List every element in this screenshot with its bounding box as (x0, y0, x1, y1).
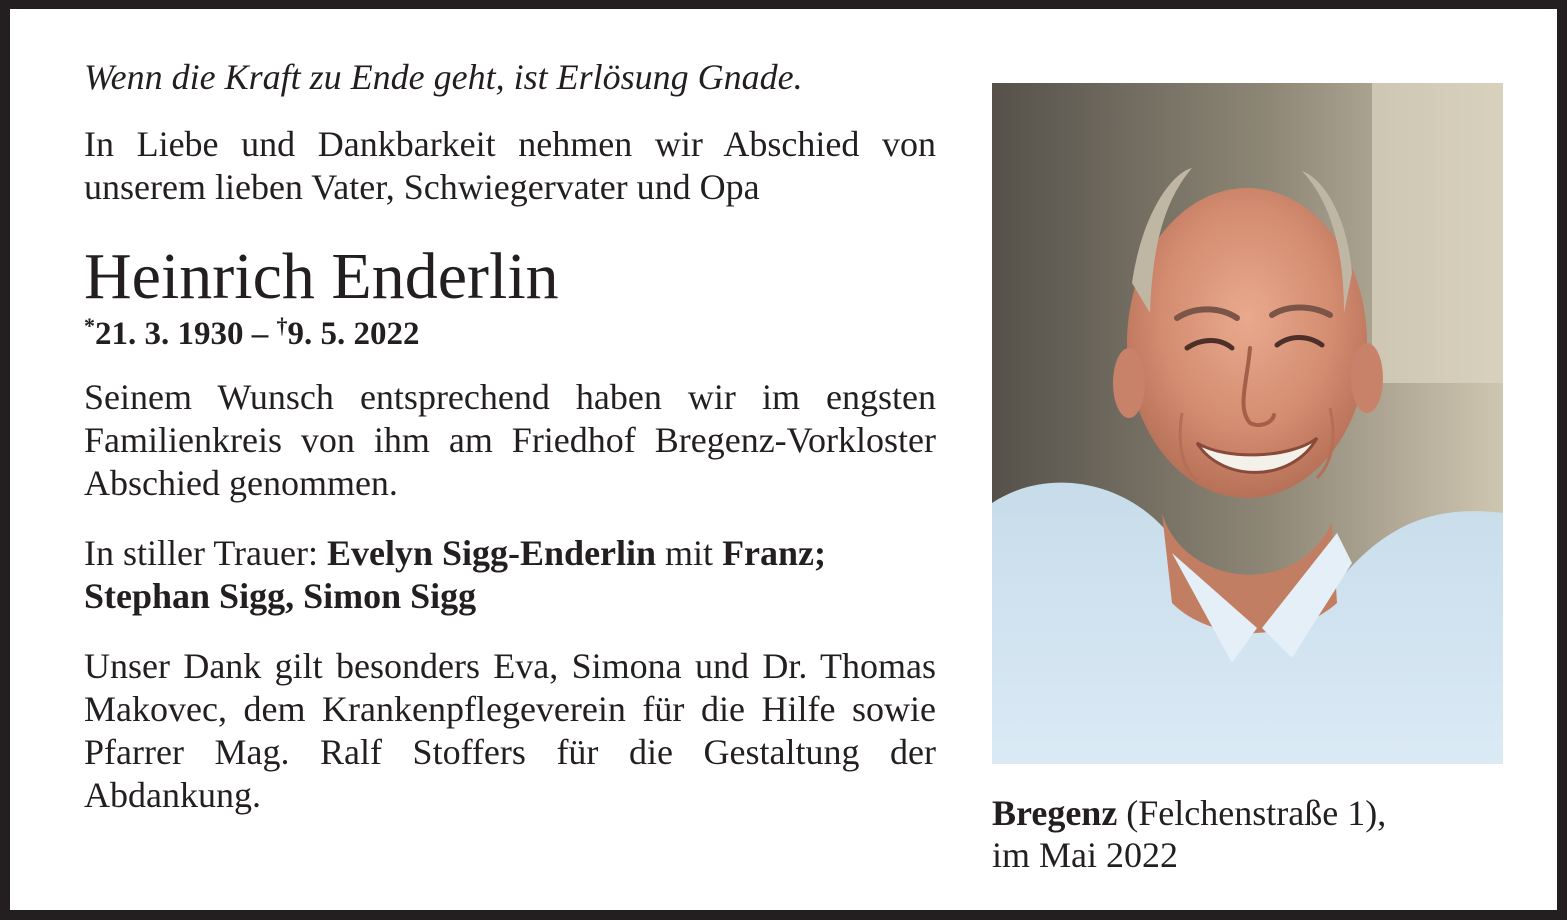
death-date: 9. 5. 2022 (287, 316, 420, 352)
birth-symbol: * (84, 313, 95, 338)
place-name: Bregenz (992, 793, 1118, 833)
text-column (84, 55, 936, 817)
place-date-caption (992, 792, 1503, 876)
mourners (84, 532, 936, 618)
intro-text: In Liebe und Dankbarkeit nehmen wir Abschied von unserem lieben Vater, Schwiegervater und Opa (84, 124, 936, 207)
portrait-illustration (992, 83, 1503, 764)
mourner-evelyn: Evelyn Sigg-Enderlin (326, 533, 657, 573)
mourner-grandchildren: Stephan Sigg, Simon Sigg (84, 576, 477, 616)
motto: Wenn die Kraft zu Ende geht, ist Erlösung Gnade. (84, 57, 803, 97)
mourner-franz: Franz; (722, 533, 827, 573)
thanks-text: Unser Dank gilt besonders Eva, Simona und Dr. Thomas Makovec, dem Krankenpflegeverein für die Hilfe sowie Pfarrer Mag. Ralf Stoffers für die Gestaltung der Abdankung. (84, 646, 936, 815)
mourners-mit: mit (656, 533, 723, 573)
death-symbol: † (276, 313, 288, 338)
mourners-prefix: In stiller Trauer: (84, 533, 327, 573)
deceased-name: Heinrich Enderlin (84, 240, 559, 313)
birth-date: 21. 3. 1930 (95, 316, 244, 352)
photo-column (992, 83, 1503, 876)
notice-date: im Mai 2022 (992, 835, 1178, 875)
date-separator: – (243, 316, 277, 352)
portrait-photo (992, 83, 1503, 764)
life-dates (84, 314, 936, 354)
place-address: (Felchenstraße 1), (1117, 793, 1387, 833)
funeral-text: Seinem Wunsch entsprechend haben wir im engsten Familienkreis von ihm am Friedhof Bregenz-Vorkloster Abschied genommen. (84, 377, 936, 503)
